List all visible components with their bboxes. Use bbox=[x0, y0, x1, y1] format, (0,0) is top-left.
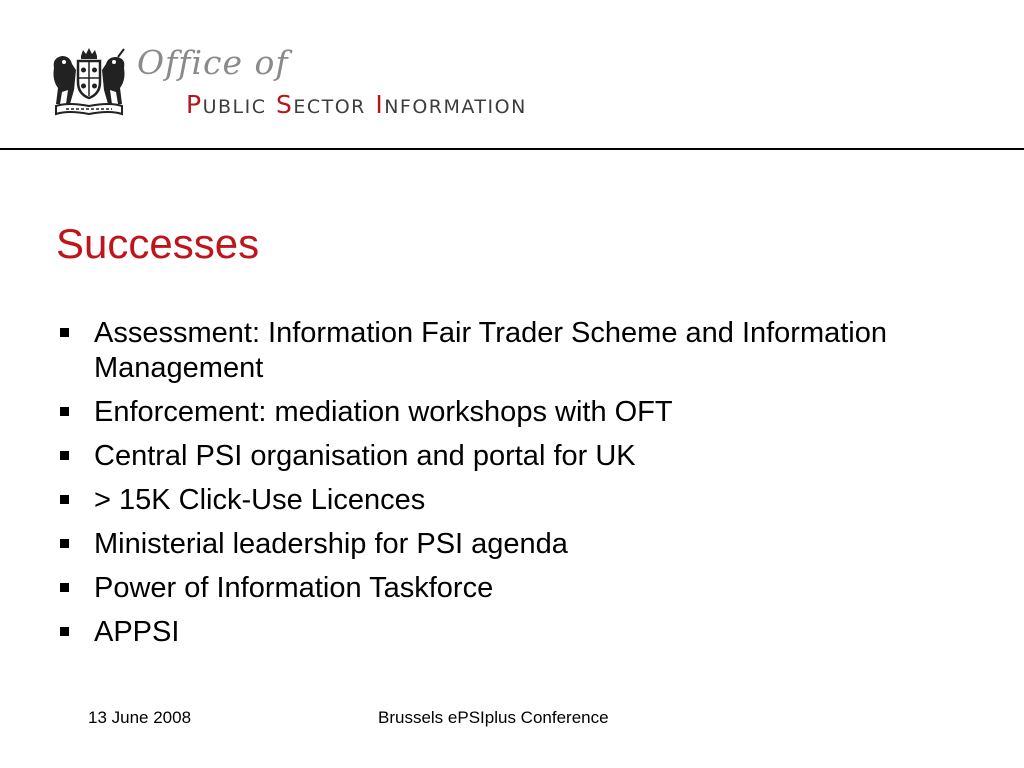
slide-header bbox=[0, 0, 1024, 150]
bullet-list bbox=[60, 316, 960, 659]
logo-word-nformation: NFORMATION bbox=[384, 96, 527, 118]
bullet-text: Enforcement: mediation workshops with OFT bbox=[94, 396, 673, 428]
bullet-text: APPSI bbox=[94, 616, 180, 648]
royal-coat-of-arms-icon bbox=[48, 46, 130, 118]
logo-public-sector-information bbox=[186, 90, 527, 119]
bullet-text: Central PSI organisation and portal for UK bbox=[94, 440, 636, 472]
bullet-item bbox=[60, 483, 960, 518]
logo-initial-s: S bbox=[275, 90, 294, 119]
header-divider bbox=[0, 148, 1024, 150]
square-bullet-icon bbox=[60, 583, 69, 592]
logo-initial-p: P bbox=[186, 90, 203, 119]
bullet-item bbox=[60, 527, 960, 562]
bullet-item bbox=[60, 316, 960, 386]
square-bullet-icon bbox=[60, 539, 69, 548]
logo-word-ublic: UBLIC bbox=[202, 96, 267, 118]
square-bullet-icon bbox=[60, 451, 69, 460]
bullet-text: Ministerial leadership for PSI agenda bbox=[94, 528, 568, 560]
bullet-item bbox=[60, 571, 960, 606]
logo-word-ector: ECTOR bbox=[293, 96, 366, 118]
footer-conference: Brussels ePSIplus Conference bbox=[378, 708, 609, 727]
bullet-item bbox=[60, 395, 960, 430]
logo-office-of: Office of bbox=[137, 43, 289, 82]
logo-initial-i: I bbox=[375, 90, 385, 119]
bullet-text: Power of Information Taskforce bbox=[94, 572, 494, 604]
square-bullet-icon bbox=[60, 627, 69, 636]
square-bullet-icon bbox=[60, 407, 69, 416]
square-bullet-icon bbox=[60, 495, 69, 504]
footer-date: 13 June 2008 bbox=[88, 708, 192, 727]
bullet-text: > 15K Click-Use Licences bbox=[94, 484, 426, 516]
slide-title: Successes bbox=[56, 220, 260, 267]
bullet-item bbox=[60, 615, 960, 650]
bullet-text: Assessment: Information Fair Trader Scheme and Information Management bbox=[94, 317, 888, 384]
bullet-item bbox=[60, 439, 960, 474]
square-bullet-icon bbox=[60, 328, 69, 337]
